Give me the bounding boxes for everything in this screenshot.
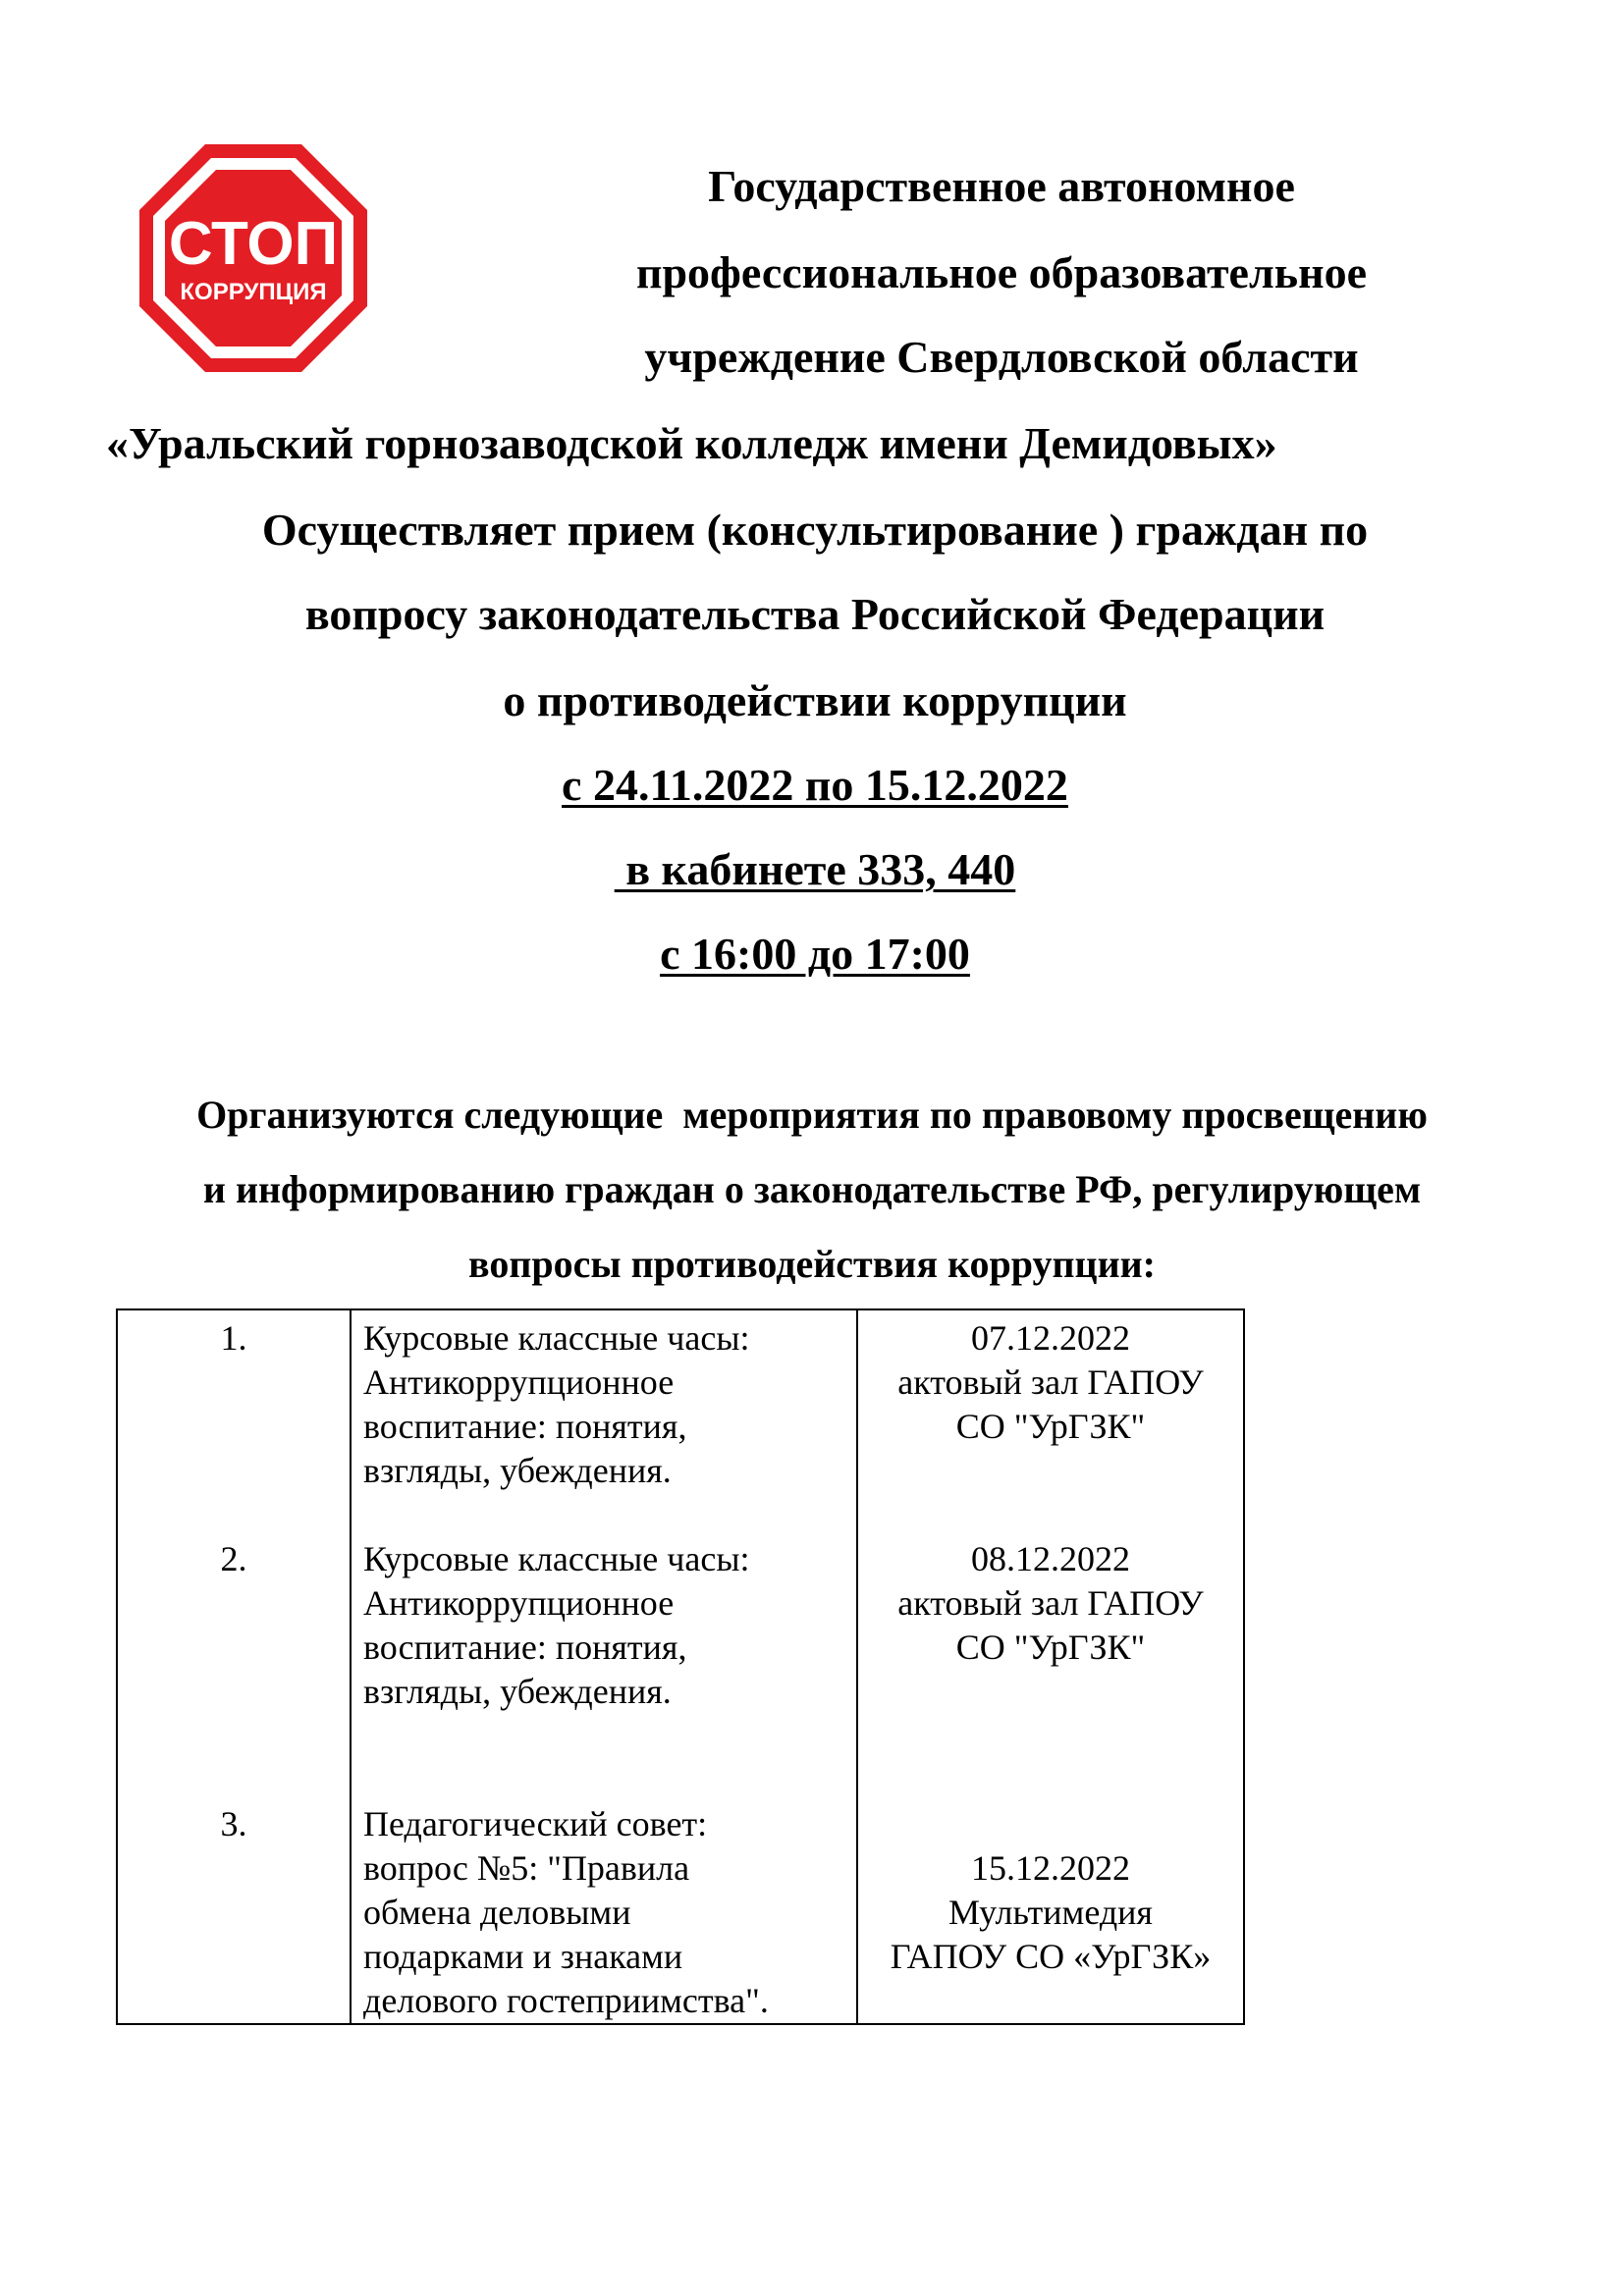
event-description	[351, 1309, 857, 1531]
reception-text-line-3: о противодействии коррупции	[503, 675, 1127, 725]
reception-room-text: в кабинете 333, 440	[614, 844, 1016, 894]
event-description-line: обмена деловыми	[363, 1893, 631, 1932]
college-name: «Уральский горнозаводской колледж имени Демидовых»	[106, 418, 1277, 468]
logo-word-corruption: КОРРУПЦИЯ	[180, 279, 327, 305]
event-description-line: Антикоррупционное	[363, 1362, 675, 1402]
event-description-line: воспитание: понятия,	[363, 1628, 687, 1667]
event-date: 08.12.2022	[971, 1539, 1130, 1578]
event-place-line: Мультимедия	[948, 1893, 1153, 1932]
event-description	[351, 1796, 857, 2024]
logo-word-stop: СТОП	[168, 210, 339, 278]
event-place-line: актовый зал ГАПОУ	[897, 1362, 1204, 1402]
event-date-place	[857, 1309, 1244, 1531]
org-name-line-2: профессиональное образовательное	[635, 247, 1368, 297]
event-number: 2.	[117, 1531, 351, 1796]
event-place-line: ГАПОУ СО «УрГЗК»	[890, 1937, 1212, 1976]
event-place-line: СО "УрГЗК"	[955, 1628, 1146, 1667]
event-description-line: Курсовые классные часы:	[363, 1318, 750, 1358]
event-place-block	[870, 1802, 1231, 1979]
event-description-line: Педагогический совет:	[363, 1804, 708, 1843]
event-description-line: взгляды, убеждения.	[363, 1672, 672, 1711]
reception-time-text: с 16:00 до 17:00	[660, 929, 970, 979]
event-date-place	[857, 1796, 1244, 2024]
event-number: 3.	[117, 1796, 351, 2024]
table-row	[117, 1309, 1244, 1531]
events-heading-line-3: вопросы противодействия коррупции:	[468, 1242, 1156, 1286]
event-description-line: подарками и знаками	[363, 1937, 683, 1976]
table-row	[117, 1796, 1244, 2024]
reception-room	[0, 842, 1624, 897]
event-description-line: воспитание: понятия,	[363, 1407, 687, 1446]
event-date: 07.12.2022	[971, 1318, 1130, 1358]
reception-dates	[0, 758, 1624, 813]
event-place-line: актовый зал ГАПОУ	[897, 1583, 1204, 1623]
org-name-line-1: Государственное автономное	[708, 161, 1295, 211]
event-description-line: делового гостеприимства".	[363, 1981, 769, 2020]
reception-dates-text: с 24.11.2022 по 15.12.2022	[562, 760, 1068, 810]
event-description	[351, 1531, 857, 1796]
events-heading-line-1: Организуются следующие мероприятия по правовому просвещению	[196, 1093, 1428, 1137]
table-row	[117, 1531, 1244, 1796]
event-description-line: взгляды, убеждения.	[363, 1451, 672, 1490]
event-description-line: Курсовые классные часы:	[363, 1539, 750, 1578]
events-table	[116, 1308, 1245, 2025]
events-heading	[98, 1078, 1526, 1302]
event-description-line: Антикоррупционное	[363, 1583, 675, 1623]
event-description-line: вопрос №5: "Правила	[363, 1848, 690, 1888]
reception-text-line-1: Осуществляет прием (консультирование ) граждан по	[261, 505, 1369, 555]
org-name-line-3: учреждение Свердловской области	[644, 332, 1359, 382]
reception-time	[0, 927, 1624, 982]
event-place-line: СО "УрГЗК"	[955, 1407, 1146, 1446]
event-date: 15.12.2022	[971, 1848, 1130, 1888]
reception-text-line-2: вопросу законодательства Российской Федерации	[304, 589, 1326, 639]
events-heading-line-2: и информированию граждан о законодательстве РФ, регулирующем	[202, 1167, 1422, 1211]
event-date-place	[857, 1531, 1244, 1796]
event-number: 1.	[117, 1309, 351, 1531]
